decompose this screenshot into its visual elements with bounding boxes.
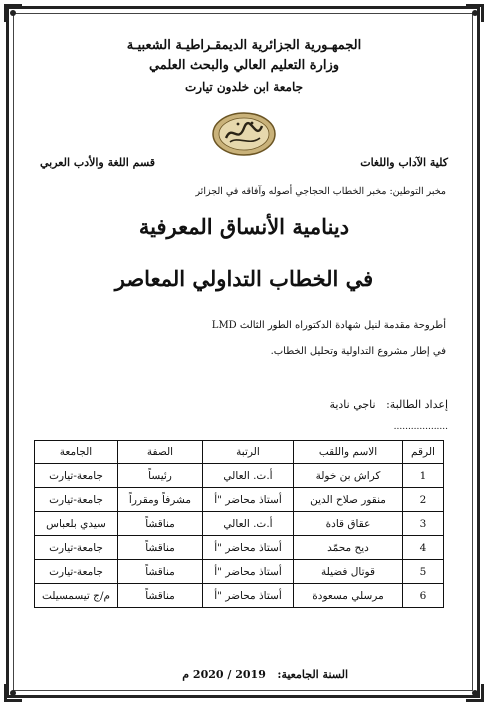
table-header-row (35, 441, 444, 464)
corner-ornament-icon (2, 2, 24, 24)
corner-ornament-icon (2, 682, 24, 704)
student-name: ناجي نادية (329, 398, 376, 411)
cell-number: 4 (403, 536, 444, 560)
header-name: الاسم واللقب (294, 441, 403, 464)
cell-number: 5 (403, 560, 444, 584)
cell-role: مناقشاً (118, 536, 203, 560)
header-role: الصفة (118, 441, 203, 464)
header-rank: الرتبة (203, 441, 294, 464)
cell-name: منقور صلاح الدين (294, 488, 403, 512)
cell-number: 1 (403, 464, 444, 488)
cell-university: سيدي بلعباس (35, 512, 118, 536)
academic-year-value: 2019 / 2020 م (182, 668, 266, 681)
cell-name: عقاق قادة (294, 512, 403, 536)
cell-role: رئيساً (118, 464, 203, 488)
cell-name: كراش بن خولة (294, 464, 403, 488)
university-heading: جامعة ابن خلدون تيارت (184, 80, 304, 94)
student-label: إعداد الطالبة: (386, 398, 448, 411)
table-row (35, 560, 444, 584)
table-row (35, 512, 444, 536)
department-name: قسم اللغة والأدب العربي (40, 156, 156, 169)
cell-rank: أستاذ محاضر "أ (203, 488, 294, 512)
table-row (35, 464, 444, 488)
cell-rank: أستاذ محاضر "أ (203, 584, 294, 608)
cell-role: مشرفاً ومقرراً (118, 488, 203, 512)
thesis-title-line-2: في الخطاب التداولي المعاصر (114, 266, 374, 291)
thesis-degree-note: أطروحة مقدمة لنيل شهادة الدكتوراه الطور الثالث LMD (211, 320, 446, 331)
cell-rank: أستاذ محاضر "أ (203, 560, 294, 584)
dotted-separator: ................... (393, 422, 448, 432)
cell-name: قوتال فضيلة (294, 560, 403, 584)
table-row (35, 488, 444, 512)
cell-role: مناقشاً (118, 560, 203, 584)
cell-rank: أستاذ محاضر "أ (203, 536, 294, 560)
academic-year-line (182, 668, 348, 681)
thesis-title-line-1: دينامية الأنساق المعرفية (138, 214, 350, 239)
table-row (35, 584, 444, 608)
cell-university: جامعة-تيارت (35, 464, 118, 488)
header-number: الرقم (403, 441, 444, 464)
republic-heading: الجمهـورية الجزائرية الديمقـراطيـة الشعبيـة (126, 38, 362, 53)
corner-ornament-icon (464, 2, 486, 24)
cell-university: جامعة-تيارت (35, 536, 118, 560)
cell-number: 3 (403, 512, 444, 536)
cell-role: مناقشاً (118, 512, 203, 536)
table-row (35, 536, 444, 560)
cell-number: 2 (403, 488, 444, 512)
student-line (329, 398, 448, 411)
cell-university: جامعة-تيارت (35, 560, 118, 584)
faculty-name: كلية الآداب واللغات (360, 156, 448, 169)
header-university: الجامعة (35, 441, 118, 464)
lab-affiliation: مخبر التوطين: مخبر الخطاب الحجاجي أصوله وآفاقه في الجزائر (195, 186, 446, 197)
cell-name: ديح محمّد (294, 536, 403, 560)
cell-rank: أ.ت. العالي (203, 464, 294, 488)
cell-rank: أ.ت. العالي (203, 512, 294, 536)
cell-university: جامعة-تيارت (35, 488, 118, 512)
academic-year-label: السنة الجامعية: (277, 668, 348, 681)
cell-number: 6 (403, 584, 444, 608)
committee-table (34, 440, 444, 608)
cell-university: م/ج تيسمسيلت (35, 584, 118, 608)
university-logo-icon (212, 112, 276, 156)
corner-ornament-icon (464, 682, 486, 704)
thesis-framework-note: في إطار مشروع التداولية وتحليل الخطاب. (270, 346, 446, 357)
cell-role: مناقشاً (118, 584, 203, 608)
cell-name: مرسلي مسعودة (294, 584, 403, 608)
ministry-heading: وزارة التعليم العالي والبحث العلمي (148, 58, 340, 73)
